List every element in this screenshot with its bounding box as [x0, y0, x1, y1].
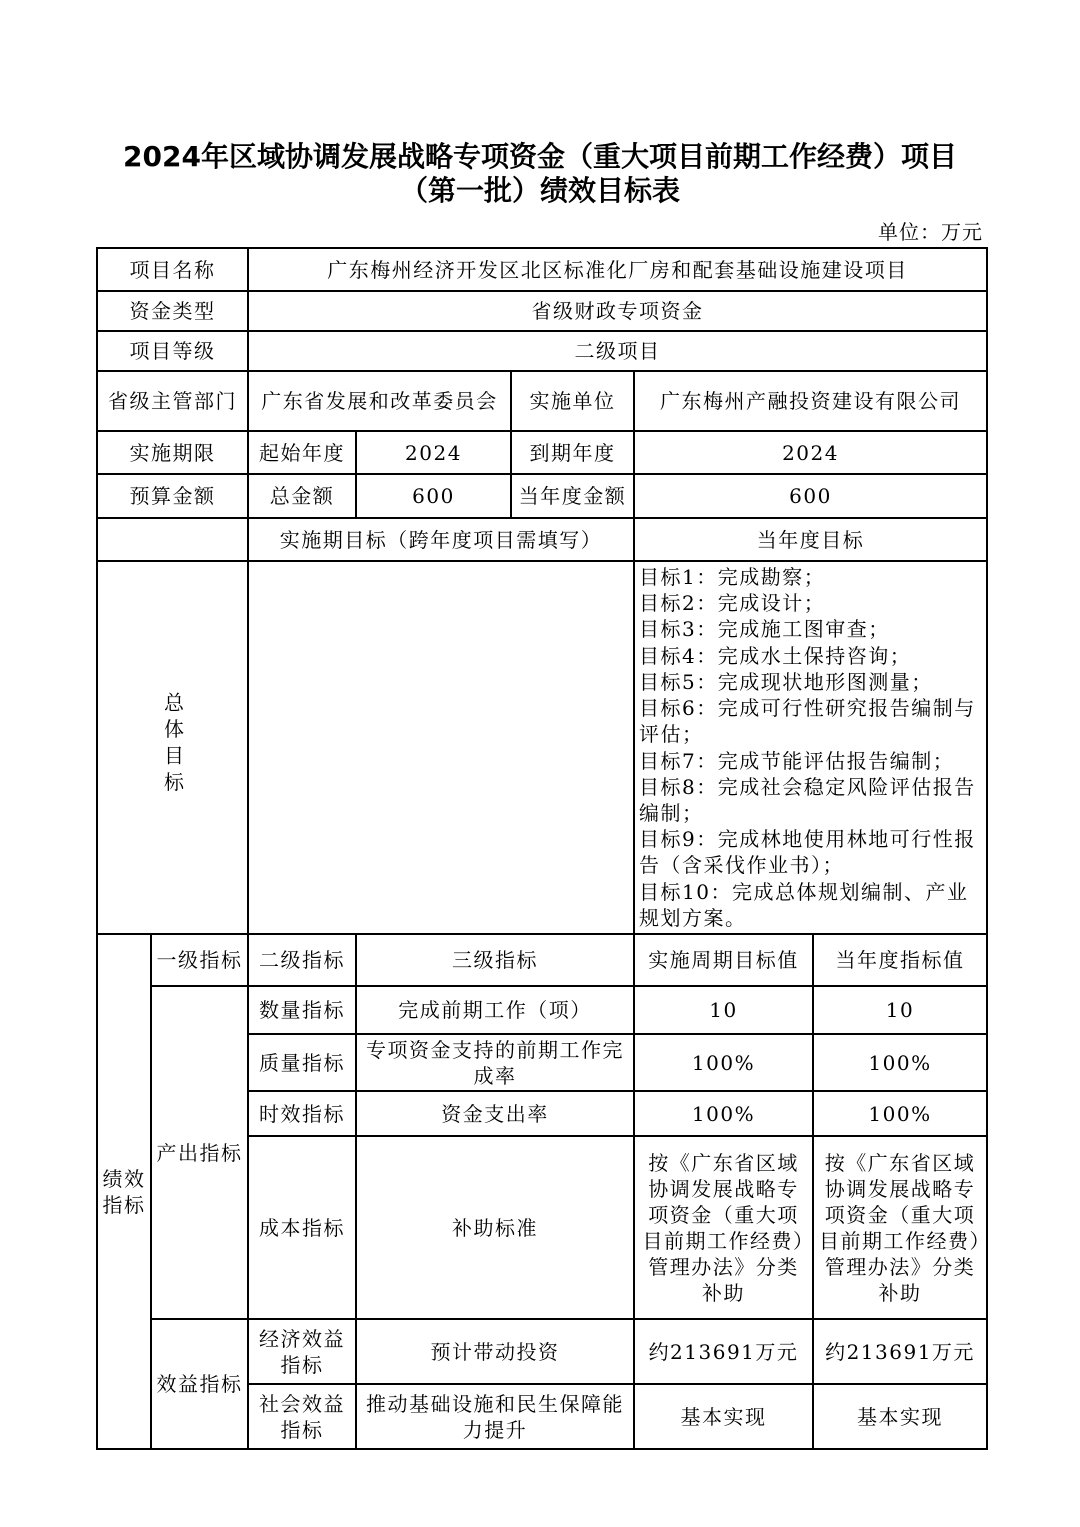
goal-item: 目标10：完成总体规划编制、产业规划方案。	[639, 879, 969, 930]
implementer-value: 广东梅州产融投资建设有限公司	[634, 371, 987, 431]
start-year-value: 2024	[356, 431, 511, 474]
level2-cell: 经济效益指标	[248, 1319, 356, 1384]
level3-cell: 预计带动投资	[356, 1319, 634, 1384]
goal-item: 目标6：完成可行性研究报告编制与评估；	[639, 696, 976, 747]
document-title-line-2: （第一批）绩效目标表	[399, 174, 680, 207]
document-title	[0, 140, 1080, 208]
annual-value-cell: 约213691万元	[813, 1319, 987, 1384]
level3-cell: 完成前期工作（项）	[356, 986, 634, 1034]
fund-type-value: 省级财政专项资金	[248, 291, 987, 331]
goal-item: 目标8：完成社会稳定风险评估报告编制；	[639, 774, 976, 825]
table-row	[97, 1319, 987, 1384]
goal-item: 目标4：完成水土保持咨询；	[639, 643, 912, 668]
end-year-value: 2024	[634, 431, 987, 474]
level2-cell: 数量指标	[248, 986, 356, 1034]
row-department	[97, 371, 987, 431]
level3-cell: 补助标准	[356, 1136, 634, 1319]
period-label: 实施期限	[97, 431, 248, 474]
annual-value-cell: 10	[813, 986, 987, 1034]
header-level2: 二级指标	[248, 934, 356, 986]
project-level-value: 二级项目	[248, 331, 987, 371]
goal-item: 目标9：完成林地使用林地可行性报告（含采伐作业书）；	[639, 827, 976, 878]
level2-cell: 社会效益指标	[248, 1384, 356, 1449]
project-level-label: 项目等级	[97, 331, 248, 371]
level3-cell: 推动基础设施和民生保障能力提升	[356, 1384, 634, 1449]
period-value-cell: 100%	[634, 1091, 813, 1136]
row-indicators-header	[97, 934, 987, 986]
level2-cell: 成本指标	[248, 1136, 356, 1319]
annual-goals-header: 当年度目标	[634, 518, 987, 561]
annual-value-cell: 按《广东省区域协调发展战略专项资金（重大项目前期工作经费）管理办法》分类补助	[813, 1136, 987, 1319]
annual-amount-value: 600	[634, 474, 987, 518]
period-value-cell: 10	[634, 986, 813, 1034]
header-annual-value: 当年度指标值	[813, 934, 987, 986]
row-goals-header	[97, 518, 987, 561]
fund-type-label: 资金类型	[97, 291, 248, 331]
level1-benefit: 效益指标	[151, 1319, 248, 1449]
performance-target-table	[96, 247, 988, 1450]
level3-cell: 专项资金支持的前期工作完成率	[356, 1034, 634, 1091]
goal-item: 目标2：完成设计；	[639, 591, 826, 616]
end-year-label: 到期年度	[511, 431, 634, 474]
row-overall-goals	[97, 561, 987, 934]
indicators-label: 绩效指标	[97, 934, 151, 1449]
annual-value-cell: 100%	[813, 1034, 987, 1091]
period-value-cell: 基本实现	[634, 1384, 813, 1449]
goal-item: 目标1：完成勘察；	[639, 565, 826, 590]
level2-cell: 质量指标	[248, 1034, 356, 1091]
annual-goals-cell	[634, 561, 987, 934]
department-value: 广东省发展和改革委员会	[248, 371, 511, 431]
total-amount-label: 总金额	[248, 474, 356, 518]
goal-item: 目标7：完成节能评估报告编制；	[639, 748, 955, 773]
row-period	[97, 431, 987, 474]
period-goals-cell	[248, 561, 634, 934]
annual-value-cell: 100%	[813, 1091, 987, 1136]
row-fund-type	[97, 291, 987, 331]
header-level3: 三级指标	[356, 934, 634, 986]
budget-label: 预算金额	[97, 474, 248, 518]
goal-item: 目标5：完成现状地形图测量；	[639, 669, 933, 694]
row-budget	[97, 474, 987, 518]
row-project-name	[97, 248, 987, 291]
overall-goals-label-cell	[97, 561, 248, 934]
annual-value-cell: 基本实现	[813, 1384, 987, 1449]
overall-goals-label: 总体目标	[160, 691, 185, 798]
goal-item: 目标3：完成施工图审查；	[639, 617, 890, 642]
annual-amount-label: 当年度金额	[511, 474, 634, 518]
department-label: 省级主管部门	[97, 371, 248, 431]
row-project-level	[97, 331, 987, 371]
start-year-label: 起始年度	[248, 431, 356, 474]
project-name-value: 广东梅州经济开发区北区标准化厂房和配套基础设施建设项目	[248, 248, 987, 291]
level1-output: 产出指标	[151, 986, 248, 1319]
period-value-cell: 约213691万元	[634, 1319, 813, 1384]
level2-cell: 时效指标	[248, 1091, 356, 1136]
document-title-line-1: 2024年区域协调发展战略专项资金（重大项目前期工作经费）项目	[123, 140, 957, 173]
table-row	[97, 986, 987, 1034]
blank-cell	[97, 518, 248, 561]
period-value-cell: 按《广东省区域协调发展战略专项资金（重大项目前期工作经费）管理办法》分类补助	[634, 1136, 813, 1319]
implementer-label: 实施单位	[511, 371, 634, 431]
project-name-label: 项目名称	[97, 248, 248, 291]
level3-cell: 资金支出率	[356, 1091, 634, 1136]
period-goals-header: 实施期目标（跨年度项目需填写）	[248, 518, 634, 561]
unit-label: 单位：万元	[878, 220, 983, 244]
period-value-cell: 100%	[634, 1034, 813, 1091]
header-level1: 一级指标	[151, 934, 248, 986]
header-period-value: 实施周期目标值	[634, 934, 813, 986]
total-amount-value: 600	[356, 474, 511, 518]
